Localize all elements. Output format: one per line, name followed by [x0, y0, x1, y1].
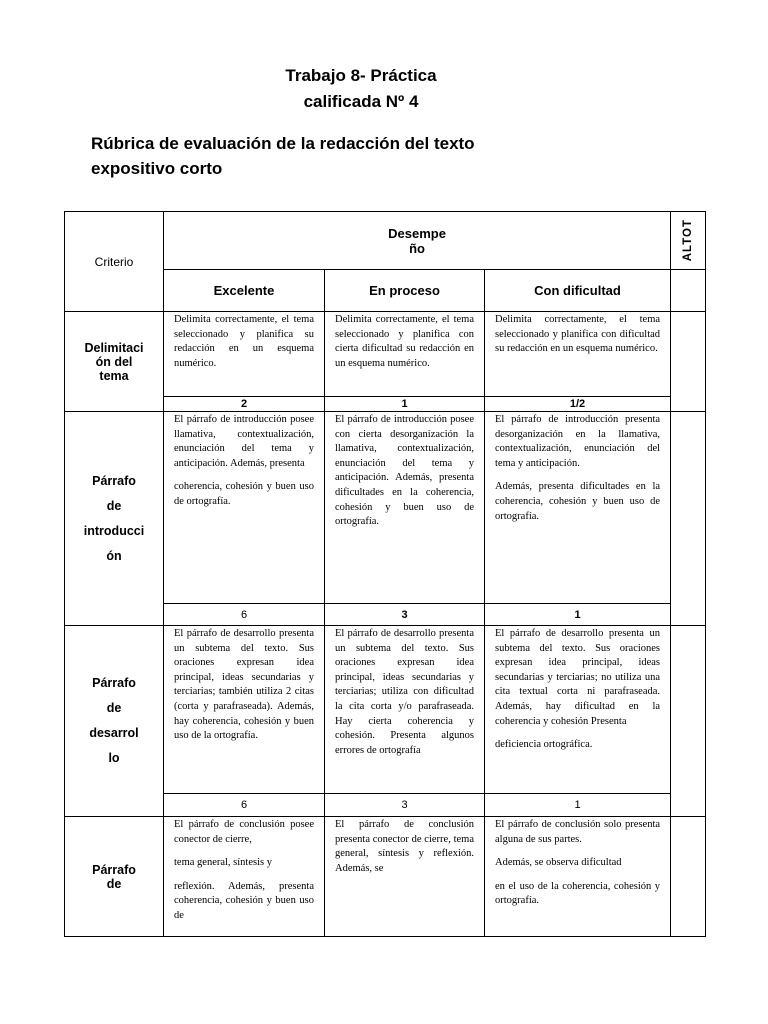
- criterion-line: tema: [99, 368, 129, 383]
- criterion-line: de: [106, 701, 122, 715]
- rubric-row: [65, 412, 706, 604]
- total-cell: [671, 412, 706, 626]
- criterion-line: de: [106, 498, 122, 513]
- descriptor-text: en el uso de la coherencia, cohesión y ortografía.: [495, 880, 661, 907]
- descriptor-cell: [485, 312, 671, 397]
- descriptor-cell: [325, 412, 485, 604]
- rubric-table: [64, 211, 706, 937]
- descriptor-text: reflexión. Además, presenta coherencia, cohesión y buen uso de: [174, 880, 314, 921]
- score-cell: 6: [164, 604, 325, 626]
- total-header: [671, 212, 706, 270]
- score-cell: 1: [325, 397, 485, 412]
- header-row-1: [65, 212, 706, 270]
- total-cell: [671, 817, 706, 937]
- descriptor-text: El párrafo de introducción presenta desorganización en la llamativa, contextualización, enunciación del tema y anticipación.: [495, 414, 661, 469]
- criterion-line: de: [106, 876, 122, 891]
- rubric-row: [65, 312, 706, 397]
- descriptor-cell: [164, 312, 325, 397]
- criterion-line: introducci: [83, 523, 145, 538]
- score-cell: 1: [485, 794, 671, 817]
- descriptor-text: El párrafo de conclusión posee conector de cierre,: [174, 819, 314, 845]
- descriptor-text: El párrafo de conclusión presenta conector de cierre, tema general, síntesis y reflexión. Además, se: [335, 819, 474, 874]
- criterion-cell: [65, 412, 164, 626]
- descriptor-text: deficiencia ortográfica.: [495, 739, 593, 751]
- score-cell: 2: [164, 397, 325, 412]
- criterion-line: Párrafo: [92, 473, 136, 488]
- rubric-row: [65, 817, 706, 937]
- criterion-line: Párrafo: [92, 676, 136, 690]
- descriptor-text: El párrafo de desarrollo presenta un subtema del texto. Sus oraciones expresan idea principal, ideas secundarias y terciarias; no utiliza una cita textual corta ni parafraseada. Además, hay dificultad en la coherencia y cohesión Presenta: [495, 628, 661, 727]
- subtitle-line2: expositivo corto: [91, 159, 223, 178]
- criterio-header: [65, 212, 164, 312]
- descriptor-text: El párrafo de introducción posee llamativa, contextualización, enunciación del tema y anticipación. Además, presenta: [174, 414, 314, 469]
- criterion-line: Delimitaci: [84, 340, 144, 355]
- rubric-body: [65, 312, 706, 937]
- rubric-row: [65, 626, 706, 794]
- descriptor-cell: [485, 626, 671, 794]
- criterion-cell: [65, 312, 164, 412]
- descriptor-text: Delimita correctamente, el tema seleccionado y planifica con cierta dificultad su redacción en un esquema numérico.: [335, 314, 474, 369]
- criterion-line: Párrafo: [92, 862, 136, 877]
- document-title-line1: Trabajo 8- Práctica: [285, 66, 437, 85]
- score-cell: 1/2: [485, 397, 671, 412]
- document-subtitle: [91, 131, 611, 181]
- descriptor-text: El párrafo de desarrollo presenta un subtema del texto. Sus oraciones expresan idea principal, ideas secundarias y terciarias; también utiliza 2 citas (corta y parafraseada). Además, hay coherencia, cohesión y buen uso de la ortografía.: [174, 628, 314, 742]
- descriptor-cell: [164, 412, 325, 604]
- criterion-line: lo: [108, 751, 120, 765]
- subtitle-line1: Rúbrica de evaluación de la redacción del texto: [91, 134, 475, 153]
- total-label: ALTOT: [682, 219, 695, 262]
- criterion-line: ón del: [95, 354, 133, 369]
- descriptor-cell: [485, 817, 671, 937]
- descriptor-text: Delimita correctamente, el tema seleccionado y planifica con dificultad su redacción en un esquema numérico.: [495, 314, 661, 355]
- score-cell: 1: [485, 604, 671, 626]
- descriptor-cell: [325, 312, 485, 397]
- descriptor-text: El párrafo de introducción posee con cierta desorganización la llamativa, contextualización, enunciación del tema y anticipación. Además, presenta dificultades en la coherencia, cohesión y buen uso de ortografía.: [335, 414, 474, 528]
- descriptor-cell: [164, 817, 325, 937]
- level-excelente: Excelente: [164, 270, 325, 312]
- criterio-label: Criterio: [94, 254, 134, 269]
- criterion-line: ón: [106, 548, 122, 563]
- descriptor-text: El párrafo de desarrollo presenta un subtema del texto. Sus oraciones expresan idea principal, ideas secundarias y terciarias; utiliza con dificultad la cita corta y/o parafraseada. Hay cierta coherencia y cohesión. Presenta algunos errores de ortografía: [335, 628, 474, 756]
- descriptor-cell: [164, 626, 325, 794]
- desempeno-line2: ño: [409, 240, 425, 256]
- descriptor-cell: [325, 626, 485, 794]
- score-cell: 3: [325, 604, 485, 626]
- descriptor-text: Además, se observa dificultad: [495, 857, 622, 869]
- desempeno-header: [164, 212, 671, 270]
- total-cell: [671, 626, 706, 817]
- criterion-cell: [65, 626, 164, 817]
- score-cell: 3: [325, 794, 485, 817]
- total-empty: [671, 270, 706, 312]
- descriptor-text: coherencia, cohesión y buen uso de ortografía.: [174, 481, 314, 507]
- total-cell: [671, 312, 706, 412]
- descriptor-text: Además, presenta dificultades en la coherencia, cohesión y buen uso de ortografía.: [495, 481, 661, 522]
- level-en-proceso: En proceso: [325, 270, 485, 312]
- criterion-cell: [65, 817, 164, 937]
- descriptor-cell: [325, 817, 485, 937]
- criterion-line: desarrol: [89, 726, 139, 740]
- descriptor-text: Delimita correctamente, el tema seleccionado y planifica su redacción en un esquema numérico.: [174, 314, 314, 369]
- document-title-line2: calificada Nº 4: [303, 92, 419, 111]
- level-con-dificultad: Con dificultad: [485, 270, 671, 312]
- score-cell: 6: [164, 794, 325, 817]
- desempeno-line1: Desempe: [388, 225, 446, 241]
- descriptor-text: El párrafo de conclusión solo presenta alguna de sus partes.: [495, 819, 661, 845]
- descriptor-cell: [485, 412, 671, 604]
- descriptor-text: tema general, síntesis y: [174, 857, 272, 869]
